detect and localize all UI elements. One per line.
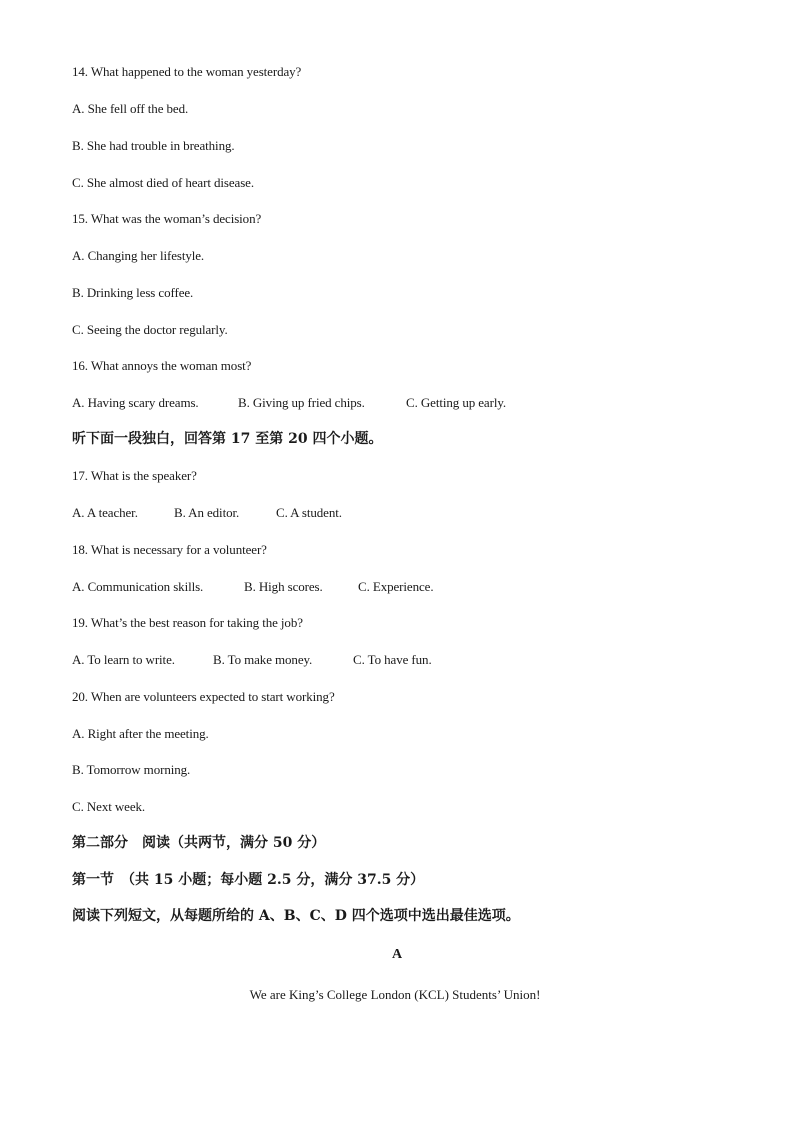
question-20-text: 20. When are volunteers expected to start working?: [72, 689, 335, 704]
question-19-text: 19. What’s the best reason for taking the job?: [72, 615, 303, 630]
part-two-heading: 第二部分 阅读（共两节，满分 50 分）: [72, 835, 326, 851]
question-17-text: 17. What is the speaker?: [72, 468, 197, 483]
option-19-c: C. To have fun.: [353, 652, 432, 667]
option-15-c: C. Seeing the doctor regularly.: [72, 322, 228, 337]
option-16-b: B. Giving up fried chips.: [238, 395, 365, 410]
passage-label: A: [391, 947, 403, 962]
option-18-a: A. Communication skills.: [72, 579, 204, 594]
option-14-c: C. She almost died of heart disease.: [72, 175, 254, 190]
section-monologue-heading: 听下面一段独白，回答第 17 至第 20 四个小题。: [72, 431, 383, 447]
option-18-c: C. Experience.: [358, 579, 434, 594]
option-16-a: A. Having scary dreams.: [72, 395, 199, 410]
option-14-a: A. She fell off the bed.: [72, 101, 189, 116]
option-20-b: B. Tomorrow morning.: [72, 762, 191, 777]
question-14-text: 14. What happened to the woman yesterday?: [72, 64, 302, 79]
option-20-a: A. Right after the meeting.: [72, 726, 209, 741]
section-one-heading: 第一节 （共 15 小题；每小题 2.5 分，满分 37.5 分）: [72, 872, 425, 888]
option-16-c: C. Getting up early.: [406, 395, 507, 410]
option-19-a: A. To learn to write.: [72, 652, 175, 667]
option-14-b: B. She had trouble in breathing.: [72, 138, 235, 153]
question-18-text: 18. What is necessary for a volunteer?: [72, 542, 267, 557]
reading-instructions: 阅读下列短文，从每题所给的 A、B、C、D 四个选项中选出最佳选项。: [72, 908, 520, 924]
option-20-c: C. Next week.: [72, 799, 146, 814]
option-15-b: B. Drinking less coffee.: [72, 285, 194, 300]
question-15-text: 15. What was the woman’s decision?: [72, 211, 262, 226]
option-17-c: C. A student.: [276, 505, 342, 520]
question-16-text: 16. What annoys the woman most?: [72, 358, 252, 373]
option-15-a: A. Changing her lifestyle.: [72, 248, 205, 263]
option-17-a: A. A teacher.: [72, 505, 138, 520]
option-18-b: B. High scores.: [244, 579, 323, 594]
option-19-b: B. To make money.: [213, 652, 313, 667]
option-17-b: B. An editor.: [174, 505, 240, 520]
passage-first-line: We are King’s College London (KCL) Students’ Union!: [249, 987, 541, 1002]
